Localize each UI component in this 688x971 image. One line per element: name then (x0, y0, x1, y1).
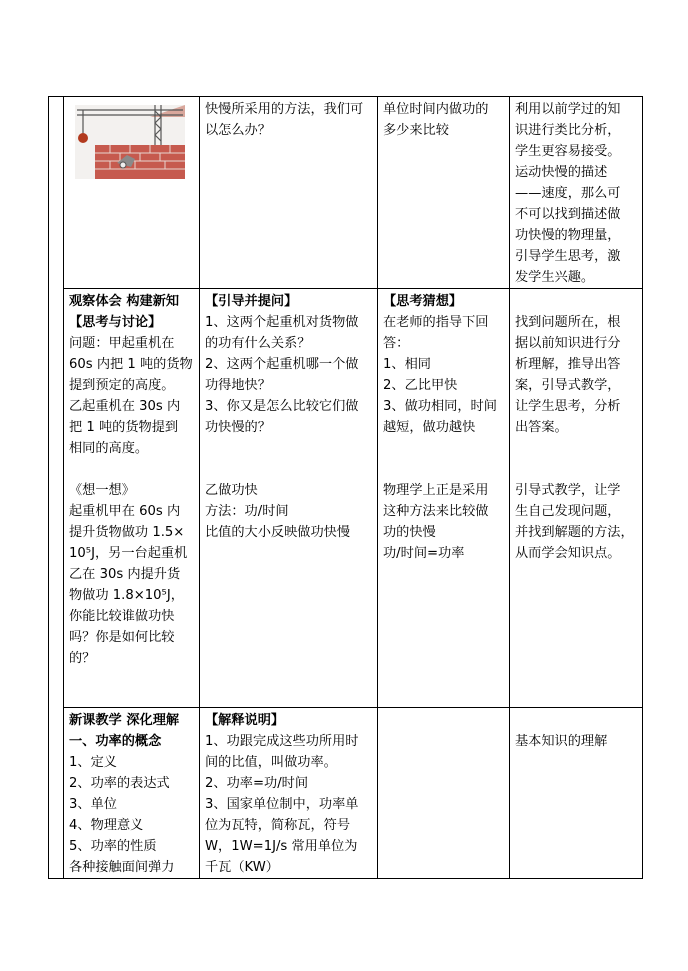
text-line: 提升货物做功 1.5× (69, 525, 185, 540)
text-line: 1、相同 (383, 357, 431, 372)
text-line: 比值的大小反映做功快慢 (205, 525, 351, 540)
text-line: 60s 内把 1 吨的货物 (69, 357, 193, 372)
text-line: 乙起重机在 30s 内 (69, 399, 181, 414)
text-line: 多少来比较 (383, 123, 449, 138)
lesson-plan-table (48, 96, 643, 879)
text-line: 3、做功相同，时间 (383, 399, 497, 414)
text-line: 间的比值，叫做功率。 (205, 755, 337, 770)
design-intent-cell (510, 97, 643, 289)
text-line: 提到预定的高度。 (69, 378, 175, 393)
text-line: 千瓦（KW） (205, 860, 279, 875)
text-line: 吗？你是如何比较 (69, 630, 175, 645)
spacer (383, 459, 505, 480)
spacer (69, 459, 195, 480)
table-row (49, 708, 643, 879)
text-line: 从而学会知识点。 (515, 546, 621, 561)
spacer (205, 438, 373, 459)
text-line: 功得地快？ (205, 378, 271, 393)
text-line: 基本知识的理解 (515, 734, 608, 749)
text-line: 5、功率的性质 (69, 839, 157, 854)
text-line: 功快慢的物理量， (515, 228, 621, 243)
spacer (515, 710, 638, 731)
text-line: 出答案。 (515, 420, 568, 435)
text-line: 快慢所采用的方法，我们可 (205, 102, 364, 117)
text-line: 识进行类比分析， (515, 123, 621, 138)
text-line: 并找到解题的方法， (515, 525, 634, 540)
text-line: 功/时间=功率 (383, 546, 465, 561)
text-line: 在老师的指导下回 (383, 315, 489, 330)
design-intent-cell (510, 289, 643, 708)
teacher-activity-cell (200, 289, 378, 708)
text-line: 单位时间内做功的 (383, 102, 489, 117)
text-line: 学生更容易接受。 (515, 144, 621, 159)
spacer (383, 438, 505, 459)
text-line: 运动快慢的描述 (515, 165, 608, 180)
text-line: 1、功跟完成这些功所用时 (205, 734, 359, 749)
text-line: 越短，做功越快 (383, 420, 476, 435)
text-line: 发学生兴趣。 (515, 270, 595, 285)
text-line: 2、这两个起重机哪一个做 (205, 357, 359, 372)
text-line: 3、你又是怎么比较它们做 (205, 399, 359, 414)
teacher-activity-cell (200, 708, 378, 879)
text-line: 的功有什么关系？ (205, 336, 311, 351)
spacer (515, 291, 638, 312)
text-line: 功快慢的？ (205, 420, 271, 435)
text-line: 据以前知识进行分 (515, 336, 621, 351)
image-cell (64, 97, 200, 289)
text-line: 位为瓦特，简称瓦，符号 (205, 818, 351, 833)
text-line: 功的快慢 (383, 525, 436, 540)
text-line: 各种接触面间弹力 (69, 860, 175, 875)
spacer (515, 459, 638, 480)
text-line: 3、国家单位制中，功率单 (205, 797, 359, 812)
text-line: 这种方法来比较做 (383, 504, 489, 519)
table-row (49, 289, 643, 708)
text-line: 利用以前学过的知 (515, 102, 621, 117)
text-line: 2、功率的表达式 (69, 776, 170, 791)
teacher-activity-cell (200, 97, 378, 289)
text-line: 的？ (69, 651, 96, 666)
content-cell (64, 289, 200, 708)
text-line: 4、物理意义 (69, 818, 144, 833)
text-line: 起重机甲在 60s 内 (69, 504, 181, 519)
section-heading: 【解释说明】 (205, 713, 285, 728)
section-heading: 新课教学 深化理解 (69, 713, 180, 728)
text-line: 1、这两个起重机对货物做 (205, 315, 359, 330)
text-line: 析理解，推导出答 (515, 357, 621, 372)
margin-gutter-cell (49, 97, 64, 879)
text-line: 你能比较谁做功快 (69, 609, 175, 624)
text-line: 生自己发现问题， (515, 504, 621, 519)
spacer (515, 438, 638, 459)
text-line: W，1W=1J/s 常用单位为 (205, 839, 358, 854)
text-line: 10⁵J，另一台起重机 (69, 546, 188, 561)
student-activity-cell (378, 708, 510, 879)
section-subheading: 【思考与讨论】 (69, 315, 162, 330)
design-intent-cell (510, 708, 643, 879)
text-line: ——速度，那么可 (515, 186, 621, 201)
text-line: 把 1 吨的货物提到 (69, 420, 179, 435)
text-line: 2、功率=功/时间 (205, 776, 309, 791)
student-activity-cell (378, 97, 510, 289)
crane-lifting-illustration (75, 105, 185, 179)
text-line: 答： (383, 336, 410, 351)
content-cell (64, 708, 200, 879)
text-line: 物理学上正是采用 (383, 483, 489, 498)
text-line: 乙在 30s 内提升货 (69, 567, 181, 582)
table-row (49, 97, 643, 289)
text-line: 1、定义 (69, 755, 117, 770)
spacer (205, 459, 373, 480)
text-line: 以怎么办？ (205, 123, 271, 138)
section-subheading: 一、功率的概念 (69, 734, 162, 749)
section-heading: 【思考猜想】 (383, 294, 463, 309)
text-line: 物做功 1.8×10⁵J， (69, 588, 184, 603)
text-line: 方法：功/时间 (205, 504, 289, 519)
student-activity-cell (378, 289, 510, 708)
text-line: 2、乙比甲快 (383, 378, 458, 393)
text-line: 找到问题所在，根 (515, 315, 621, 330)
text-line: 不可以找到描述做 (515, 207, 621, 222)
text-line: 让学生思考，分析 (515, 399, 621, 414)
text-line: 引导式教学，让学 (515, 483, 621, 498)
text-line: 问题：甲起重机在 (69, 336, 175, 351)
section-heading: 【引导并提问】 (205, 294, 298, 309)
section-heading: 观察体会 构建新知 (69, 294, 180, 309)
text-line: 引导学生思考，激 (515, 249, 621, 264)
text-line: 相同的高度。 (69, 441, 149, 456)
text-line: 案，引导式教学， (515, 378, 621, 393)
text-line: 3、单位 (69, 797, 117, 812)
text-line: 《想一想》 (69, 483, 135, 498)
text-line: 乙做功快 (205, 483, 258, 498)
